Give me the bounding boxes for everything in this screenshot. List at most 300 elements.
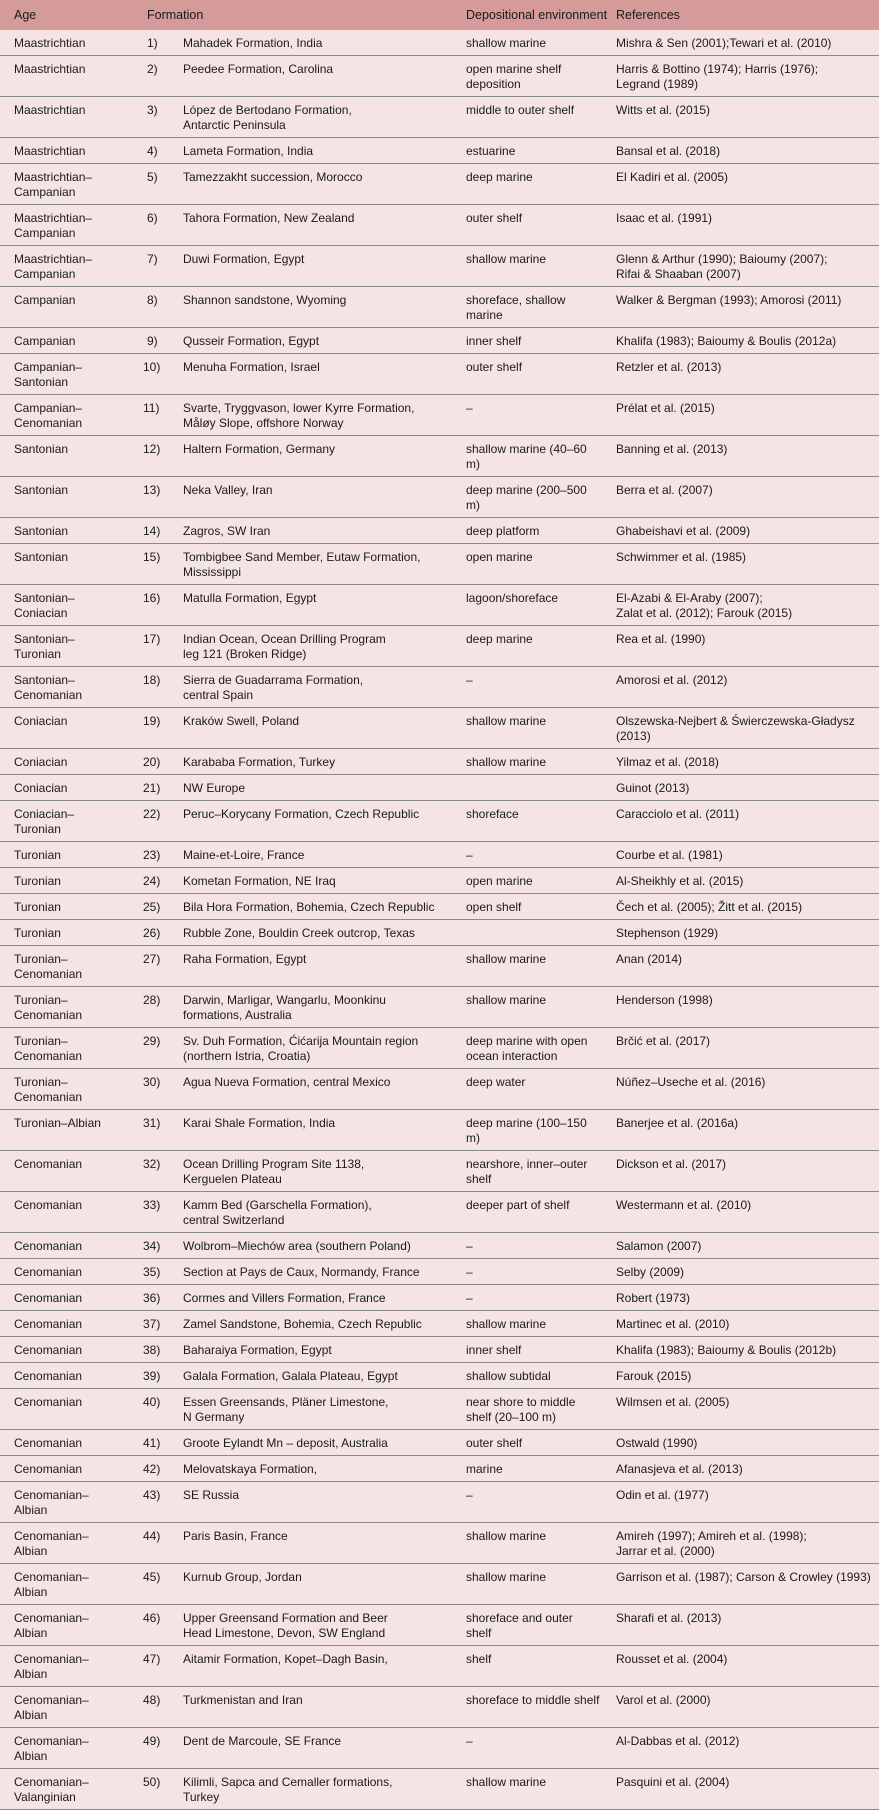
table-row xyxy=(0,1389,879,1430)
environment-cell: shoreface and outer shelf xyxy=(466,1611,573,1640)
table-row xyxy=(0,585,879,626)
formation-cell: López de Bertodano Formation, Antarctic Peninsula xyxy=(183,103,352,132)
row-number-cell: 13) xyxy=(143,483,161,497)
references-cell[interactable]: Berra et al. (2007) xyxy=(616,483,713,497)
table-row xyxy=(0,1769,879,1810)
header-environment: Depositional environment xyxy=(466,8,608,22)
formation-cell: Sv. Duh Formation, Ćićarija Mountain region (northern Istria, Croatia) xyxy=(183,1034,419,1063)
age-cell: Campanian– Cenomanian xyxy=(14,401,83,430)
formation-cell: Wolbrom–Miechów area (southern Poland) xyxy=(183,1239,411,1253)
formation-cell: Tamezzakht succession, Morocco xyxy=(183,170,363,184)
environment-cell: inner shelf xyxy=(466,334,522,348)
formation-cell: Tahora Formation, New Zealand xyxy=(183,211,355,225)
table-row xyxy=(0,287,879,328)
environment-cell xyxy=(452,775,602,801)
references-cell[interactable]: Khalifa (1983); Baioumy & Boulis (2012a) xyxy=(616,334,837,348)
formation-cell: Qusseir Formation, Egypt xyxy=(183,334,320,348)
references-cell[interactable]: Martinec et al. (2010) xyxy=(616,1317,730,1331)
environment-cell: middle to outer shelf xyxy=(466,103,575,117)
table-row xyxy=(0,801,879,842)
references-cell[interactable]: Henderson (1998) xyxy=(616,993,713,1007)
row-number-cell: 36) xyxy=(143,1291,161,1305)
references-cell[interactable]: Farouk (2015) xyxy=(616,1369,692,1383)
table-row xyxy=(0,667,879,708)
formation-cell: Ocean Drilling Program Site 1138, Kerguelen Plateau xyxy=(183,1157,365,1186)
age-cell: Maastrichtian xyxy=(14,62,86,76)
table-row xyxy=(0,1728,879,1769)
references-cell[interactable]: Brčić et al. (2017) xyxy=(616,1034,711,1048)
formation-cell: Duwi Formation, Egypt xyxy=(183,252,305,266)
age-cell: Coniacian xyxy=(14,781,68,795)
table-row xyxy=(0,1564,879,1605)
formation-cell: Bila Hora Formation, Bohemia, Czech Republic xyxy=(183,900,435,914)
references-cell[interactable]: Čech et al. (2005); Žitt et al. (2015) xyxy=(616,900,803,914)
age-cell: Turonian– Cenomanian xyxy=(14,1034,83,1063)
formation-cell: Kilimli, Sapca and Cemaller formations, Turkey xyxy=(183,1775,393,1804)
table-body xyxy=(0,30,879,1810)
formation-cell: Peruc–Korycany Formation, Czech Republic xyxy=(183,807,420,821)
references-cell[interactable]: Stephenson (1929) xyxy=(616,926,719,940)
references-cell[interactable]: Mishra & Sen (2001);Tewari et al. (2010) xyxy=(616,36,832,50)
environment-cell: marine xyxy=(466,1462,503,1476)
row-number-cell: 2) xyxy=(147,62,158,76)
table-row xyxy=(0,987,879,1028)
row-number-cell: 1) xyxy=(147,36,158,50)
formation-cell: Lameta Formation, India xyxy=(183,144,314,158)
age-cell: Santonian xyxy=(14,442,69,456)
references-cell[interactable]: Caracciolo et al. (2011) xyxy=(616,807,740,821)
header-age: Age xyxy=(14,8,37,22)
formation-cell: Rubble Zone, Bouldin Creek outcrop, Texas xyxy=(183,926,415,940)
table-row xyxy=(0,1337,879,1363)
age-cell: Turonian– Cenomanian xyxy=(14,1075,83,1104)
row-number-cell: 3) xyxy=(147,103,158,117)
age-cell: Cenomanian– Albian xyxy=(14,1693,89,1722)
formation-cell: Baharaiya Formation, Egypt xyxy=(183,1343,332,1357)
references-cell[interactable]: Schwimmer et al. (1985) xyxy=(616,550,747,564)
age-cell: Cenomanian xyxy=(14,1317,83,1331)
formation-cell: Sierra de Guadarrama Formation, central Spain xyxy=(183,673,364,702)
age-cell: Cenomanian xyxy=(14,1157,83,1171)
table-row xyxy=(0,1523,879,1564)
environment-cell: deep water xyxy=(466,1075,526,1089)
row-number-cell: 49) xyxy=(143,1734,161,1748)
formation-cell: Galala Formation, Galala Plateau, Egypt xyxy=(183,1369,398,1383)
row-number-cell: 42) xyxy=(143,1462,161,1476)
environment-cell: shoreface, shallow marine xyxy=(466,293,566,322)
formation-cell: Upper Greensand Formation and Beer Head Limestone, Devon, SW England xyxy=(183,1611,388,1640)
references-cell[interactable]: Ghabeishavi et al. (2009) xyxy=(616,524,751,538)
table-row xyxy=(0,205,879,246)
row-number-cell: 9) xyxy=(147,334,158,348)
age-cell: Santonian– Cenomanian xyxy=(14,673,83,702)
row-number-cell: 44) xyxy=(143,1529,161,1543)
table-row xyxy=(0,1430,879,1456)
table-row xyxy=(0,395,879,436)
environment-cell: – xyxy=(466,1291,473,1305)
age-cell: Santonian– Turonian xyxy=(14,632,75,661)
references-cell[interactable]: Walker & Bergman (1993); Amorosi (2011) xyxy=(616,293,842,307)
row-number-cell: 46) xyxy=(143,1611,161,1625)
environment-cell: shelf xyxy=(466,1652,492,1666)
age-cell: Cenomanian– Albian xyxy=(14,1529,89,1558)
environment-cell: – xyxy=(466,673,473,687)
table-row xyxy=(0,894,879,920)
environment-cell: deep marine with open ocean interaction xyxy=(466,1034,588,1063)
table-row xyxy=(0,775,879,801)
formation-cell: Svarte, Tryggvason, lower Kyrre Formation, Måløy Slope, offshore Norway xyxy=(183,401,415,430)
references-cell[interactable]: Afanasjeva et al. (2013) xyxy=(616,1462,743,1476)
references-cell[interactable]: Yilmaz et al. (2018) xyxy=(616,755,719,769)
references-cell[interactable]: Salamon (2007) xyxy=(616,1239,702,1253)
environment-cell: inner shelf xyxy=(466,1343,522,1357)
row-number-cell: 21) xyxy=(143,781,161,795)
references-cell[interactable]: Garrison et al. (1987); Carson & Crowley (1993) xyxy=(616,1570,871,1584)
references-cell[interactable]: Odin et al. (1977) xyxy=(616,1488,709,1502)
formation-cell: Kometan Formation, NE Iraq xyxy=(183,874,336,888)
table-row xyxy=(0,626,879,667)
environment-cell: open marine shelf deposition xyxy=(466,62,562,91)
references-cell[interactable]: Rea et al. (1990) xyxy=(616,632,706,646)
row-number-cell: 38) xyxy=(143,1343,161,1357)
row-number-cell: 19) xyxy=(143,714,161,728)
row-number-cell: 7) xyxy=(147,252,158,266)
table-row xyxy=(0,1069,879,1110)
formation-cell: Neka Valley, Iran xyxy=(183,483,273,497)
formation-cell: Peedee Formation, Carolina xyxy=(183,62,334,76)
row-number-cell: 40) xyxy=(143,1395,161,1409)
age-cell: Cenomanian xyxy=(14,1395,83,1409)
table-row xyxy=(0,1687,879,1728)
table-row xyxy=(0,544,879,585)
row-number-cell: 33) xyxy=(143,1198,161,1212)
row-number-cell: 35) xyxy=(143,1265,161,1279)
table-row xyxy=(0,436,879,477)
environment-cell: deep platform xyxy=(466,524,540,538)
references-cell[interactable]: Sharafi et al. (2013) xyxy=(616,1611,722,1625)
environment-cell: shallow marine (40–60 m) xyxy=(466,442,587,471)
references-cell[interactable]: Witts et al. (2015) xyxy=(616,103,711,117)
references-cell[interactable]: El-Azabi & El-Araby (2007); Zalat et al. (2012); Farouk (2015) xyxy=(616,591,793,620)
age-cell: Cenomanian xyxy=(14,1239,83,1253)
references-cell[interactable]: Harris & Bottino (1974); Harris (1976); Legrand (1989) xyxy=(616,62,819,91)
row-number-cell: 25) xyxy=(143,900,161,914)
references-cell[interactable]: Robert (1973) xyxy=(616,1291,691,1305)
environment-cell: outer shelf xyxy=(466,211,523,225)
environment-cell: – xyxy=(466,1265,473,1279)
references-cell[interactable]: Amireh (1997); Amireh et al. (1998); Jarrar et al. (2000) xyxy=(616,1529,807,1558)
age-cell: Cenomanian– Albian xyxy=(14,1611,89,1640)
row-number-cell: 15) xyxy=(143,550,161,564)
row-number-cell: 28) xyxy=(143,993,161,1007)
row-number-cell: 37) xyxy=(143,1317,161,1331)
formation-cell: Tombigbee Sand Member, Eutaw Formation, Mississippi xyxy=(183,550,421,579)
environment-cell: – xyxy=(466,1734,473,1748)
formation-cell: Paris Basin, France xyxy=(183,1529,288,1543)
table-row xyxy=(0,246,879,287)
row-number-cell: 18) xyxy=(143,673,161,687)
formation-cell: Kurnub Group, Jordan xyxy=(183,1570,302,1584)
table-row xyxy=(0,920,879,946)
references-cell[interactable]: Anan (2014) xyxy=(616,952,683,966)
environment-cell: shallow marine xyxy=(466,1570,547,1584)
age-cell: Cenomanian xyxy=(14,1436,83,1450)
age-cell: Cenomanian– Albian xyxy=(14,1570,89,1599)
environment-cell: shoreface xyxy=(466,807,519,821)
references-cell[interactable]: Al-Dabbas et al. (2012) xyxy=(616,1734,740,1748)
row-number-cell: 24) xyxy=(143,874,161,888)
table-row xyxy=(0,1192,879,1233)
references-cell[interactable]: Isaac et al. (1991) xyxy=(616,211,713,225)
row-number-cell: 11) xyxy=(143,401,160,415)
references-cell[interactable]: Prélat et al. (2015) xyxy=(616,401,715,415)
table-row xyxy=(0,1456,879,1482)
age-cell: Santonian xyxy=(14,550,69,564)
environment-cell: shallow marine xyxy=(466,1317,547,1331)
row-number-cell: 50) xyxy=(143,1775,161,1789)
table-row xyxy=(0,708,879,749)
environment-cell: estuarine xyxy=(466,144,516,158)
formation-cell: Matulla Formation, Egypt xyxy=(183,591,317,605)
age-cell: Turonian xyxy=(14,900,61,914)
row-number-cell: 20) xyxy=(143,755,161,769)
references-cell[interactable]: Pasquini et al. (2004) xyxy=(616,1775,730,1789)
row-number-cell: 32) xyxy=(143,1157,161,1171)
environment-cell: deep marine (200–500 m) xyxy=(466,483,587,512)
row-number-cell: 45) xyxy=(143,1570,161,1584)
age-cell: Coniacian xyxy=(14,755,68,769)
age-cell: Santonian xyxy=(14,483,69,497)
age-cell: Santonian xyxy=(14,524,69,538)
age-cell: Campanian xyxy=(14,293,76,307)
table-row xyxy=(0,1605,879,1646)
references-cell[interactable]: Varol et al. (2000) xyxy=(616,1693,711,1707)
formation-cell: Shannon sandstone, Wyoming xyxy=(183,293,347,307)
row-number-cell: 4) xyxy=(147,144,158,158)
row-number-cell: 16) xyxy=(143,591,161,605)
environment-cell: shallow marine xyxy=(466,1775,547,1789)
formation-cell: Aitamir Formation, Kopet–Dagh Basin, xyxy=(183,1652,388,1666)
formation-cell: Agua Nueva Formation, central Mexico xyxy=(183,1075,391,1089)
environment-cell: deep marine (100–150 m) xyxy=(466,1116,587,1145)
age-cell: Coniacian– Turonian xyxy=(14,807,75,836)
table-row xyxy=(0,1110,879,1151)
environment-cell: deeper part of shelf xyxy=(466,1198,570,1212)
table-header-row xyxy=(0,0,879,30)
table-row xyxy=(0,1259,879,1285)
age-cell: Cenomanian– Albian xyxy=(14,1652,89,1681)
row-number-cell: 47) xyxy=(143,1652,161,1666)
age-cell: Cenomanian– Albian xyxy=(14,1734,89,1763)
age-cell: Cenomanian xyxy=(14,1343,83,1357)
formation-cell: Kamm Bed (Garschella Formation), central Switzerland xyxy=(183,1198,372,1227)
table-row xyxy=(0,1233,879,1259)
table-row xyxy=(0,868,879,894)
environment-cell: near shore to middle shelf (20–100 m) xyxy=(466,1395,576,1424)
row-number-cell: 12) xyxy=(143,442,161,456)
references-cell[interactable]: Rousset et al. (2004) xyxy=(616,1652,728,1666)
references-cell[interactable]: Wilmsen et al. (2005) xyxy=(616,1395,730,1409)
table-row xyxy=(0,477,879,518)
formation-cell: Menuha Formation, Israel xyxy=(183,360,320,374)
references-cell[interactable]: Olszewska-Nejbert & Świerczewska-Gładysz (2013) xyxy=(616,714,855,743)
environment-cell: open shelf xyxy=(466,900,522,914)
environment-cell: shallow marine xyxy=(466,952,547,966)
environment-cell: – xyxy=(466,848,473,862)
age-cell: Maastrichtian– Campanian xyxy=(14,170,93,199)
table-row xyxy=(0,97,879,138)
references-cell[interactable]: Glenn & Arthur (1990); Baioumy (2007); Rifai & Shaaban (2007) xyxy=(616,252,828,281)
references-cell[interactable]: Banning et al. (2013) xyxy=(616,442,728,456)
table-row xyxy=(0,518,879,544)
formation-cell: Turkmenistan and Iran xyxy=(183,1693,303,1707)
table-row xyxy=(0,842,879,868)
environment-cell: open marine xyxy=(466,874,533,888)
age-cell: Turonian xyxy=(14,848,61,862)
table-row xyxy=(0,1646,879,1687)
formation-cell: Mahadek Formation, India xyxy=(183,36,323,50)
age-cell: Cenomanian xyxy=(14,1462,83,1476)
row-number-cell: 10) xyxy=(143,360,161,374)
row-number-cell: 43) xyxy=(143,1488,161,1502)
formation-cell: Karababa Formation, Turkey xyxy=(183,755,336,769)
formation-cell: Maine-et-Loire, France xyxy=(183,848,305,862)
environment-cell: shallow marine xyxy=(466,252,547,266)
age-cell: Maastrichtian xyxy=(14,36,86,50)
table-row xyxy=(0,30,879,56)
age-cell: Cenomanian xyxy=(14,1291,83,1305)
environment-cell: – xyxy=(466,401,473,415)
age-cell: Turonian–Albian xyxy=(14,1116,101,1130)
references-cell[interactable]: Banerjee et al. (2016a) xyxy=(616,1116,739,1130)
table-row xyxy=(0,164,879,205)
row-number-cell: 26) xyxy=(143,926,161,940)
age-cell: Turonian xyxy=(14,926,61,940)
environment-cell: shoreface to middle shelf xyxy=(466,1693,600,1707)
table-row xyxy=(0,138,879,164)
table-row xyxy=(0,56,879,97)
references-cell[interactable]: Amorosi et al. (2012) xyxy=(616,673,728,687)
age-cell: Cenomanian– Valanginian xyxy=(14,1775,89,1804)
table-row xyxy=(0,946,879,987)
environment-cell: outer shelf xyxy=(466,1436,523,1450)
formation-cell: Melovatskaya Formation, xyxy=(183,1462,318,1476)
table-row xyxy=(0,1028,879,1069)
row-number-cell: 23) xyxy=(143,848,161,862)
age-cell: Maastrichtian– Campanian xyxy=(14,252,93,281)
references-cell[interactable]: Selby (2009) xyxy=(616,1265,685,1279)
formation-cell: Cormes and Villers Formation, France xyxy=(183,1291,386,1305)
environment-cell xyxy=(452,920,602,946)
age-cell: Turonian xyxy=(14,874,61,888)
environment-cell: shallow marine xyxy=(466,1529,547,1543)
formation-cell: Groote Eylandt Mn – deposit, Australia xyxy=(183,1436,388,1450)
header-formation: Formation xyxy=(147,8,204,22)
environment-cell: shallow marine xyxy=(466,36,547,50)
age-cell: Campanian– Santonian xyxy=(14,360,83,389)
references-cell[interactable]: Bansal et al. (2018) xyxy=(616,144,721,158)
row-number-cell: 27) xyxy=(143,952,161,966)
references-cell[interactable]: Guinot (2013) xyxy=(616,781,690,795)
age-cell: Maastrichtian xyxy=(14,144,86,158)
row-number-cell: 14) xyxy=(143,524,161,538)
formation-cell: Zagros, SW Iran xyxy=(183,524,271,538)
references-cell[interactable]: Núñez–Useche et al. (2016) xyxy=(616,1075,766,1089)
row-number-cell: 41) xyxy=(143,1436,161,1450)
environment-cell: nearshore, inner–outer shelf xyxy=(466,1157,588,1186)
age-cell: Cenomanian– Albian xyxy=(14,1488,89,1517)
row-number-cell: 48) xyxy=(143,1693,161,1707)
age-cell: Maastrichtian xyxy=(14,103,86,117)
table-row xyxy=(0,1363,879,1389)
formation-cell: Indian Ocean, Ocean Drilling Program leg 121 (Broken Ridge) xyxy=(183,632,386,661)
formation-cell: Kraków Swell, Poland xyxy=(183,714,300,728)
table-row xyxy=(0,1151,879,1192)
header-references: References xyxy=(616,8,680,22)
table-row xyxy=(0,328,879,354)
row-number-cell: 8) xyxy=(147,293,158,307)
age-cell: Cenomanian xyxy=(14,1198,83,1212)
environment-cell: – xyxy=(466,1239,473,1253)
formation-cell: NW Europe xyxy=(183,781,246,795)
references-cell[interactable]: Dickson et al. (2017) xyxy=(616,1157,727,1171)
table-row xyxy=(0,1482,879,1523)
formation-cell: Dent de Marcoule, SE France xyxy=(183,1734,342,1748)
table-row xyxy=(0,749,879,775)
environment-cell: deep marine xyxy=(466,632,533,646)
references-cell[interactable]: El Kadiri et al. (2005) xyxy=(616,170,729,184)
environment-cell: shallow marine xyxy=(466,714,547,728)
row-number-cell: 29) xyxy=(143,1034,161,1048)
environment-cell: outer shelf xyxy=(466,360,523,374)
age-cell: Maastrichtian– Campanian xyxy=(14,211,93,240)
formation-cell: Section at Pays de Caux, Normandy, France xyxy=(183,1265,420,1279)
formation-cell: Zamel Sandstone, Bohemia, Czech Republic xyxy=(183,1317,422,1331)
row-number-cell: 34) xyxy=(143,1239,161,1253)
row-number-cell: 6) xyxy=(147,211,158,225)
formation-cell: SE Russia xyxy=(183,1488,240,1502)
row-number-cell: 39) xyxy=(143,1369,161,1383)
formation-cell: Darwin, Marligar, Wangarlu, Moonkinu formations, Australia xyxy=(183,993,386,1022)
references-cell[interactable]: Khalifa (1983); Baioumy & Boulis (2012b) xyxy=(616,1343,837,1357)
environment-cell: shallow marine xyxy=(466,993,547,1007)
environment-cell: shallow marine xyxy=(466,755,547,769)
references-cell[interactable]: Al-Sheikhly et al. (2015) xyxy=(616,874,744,888)
environment-cell: open marine xyxy=(466,550,533,564)
formation-cell: Essen Greensands, Pläner Limestone, N Germany xyxy=(183,1395,389,1424)
row-number-cell: 5) xyxy=(147,170,158,184)
table-row xyxy=(0,354,879,395)
references-cell[interactable]: Retzler et al. (2013) xyxy=(616,360,722,374)
row-number-cell: 30) xyxy=(143,1075,161,1089)
row-number-cell: 22) xyxy=(143,807,161,821)
environment-cell: – xyxy=(466,1488,473,1502)
environment-cell: shallow subtidal xyxy=(466,1369,551,1383)
references-cell[interactable]: Ostwald (1990) xyxy=(616,1436,698,1450)
environment-cell: lagoon/shoreface xyxy=(466,591,559,605)
formation-cell: Karai Shale Formation, India xyxy=(183,1116,336,1130)
age-cell: Turonian– Cenomanian xyxy=(14,993,83,1022)
references-cell[interactable]: Courbe et al. (1981) xyxy=(616,848,723,862)
references-cell[interactable]: Westermann et al. (2010) xyxy=(616,1198,752,1212)
environment-cell: deep marine xyxy=(466,170,533,184)
formation-cell: Haltern Formation, Germany xyxy=(183,442,336,456)
age-cell: Cenomanian xyxy=(14,1369,83,1383)
age-cell: Turonian– Cenomanian xyxy=(14,952,83,981)
age-cell: Coniacian xyxy=(14,714,68,728)
table-row xyxy=(0,1311,879,1337)
row-number-cell: 17) xyxy=(143,632,161,646)
